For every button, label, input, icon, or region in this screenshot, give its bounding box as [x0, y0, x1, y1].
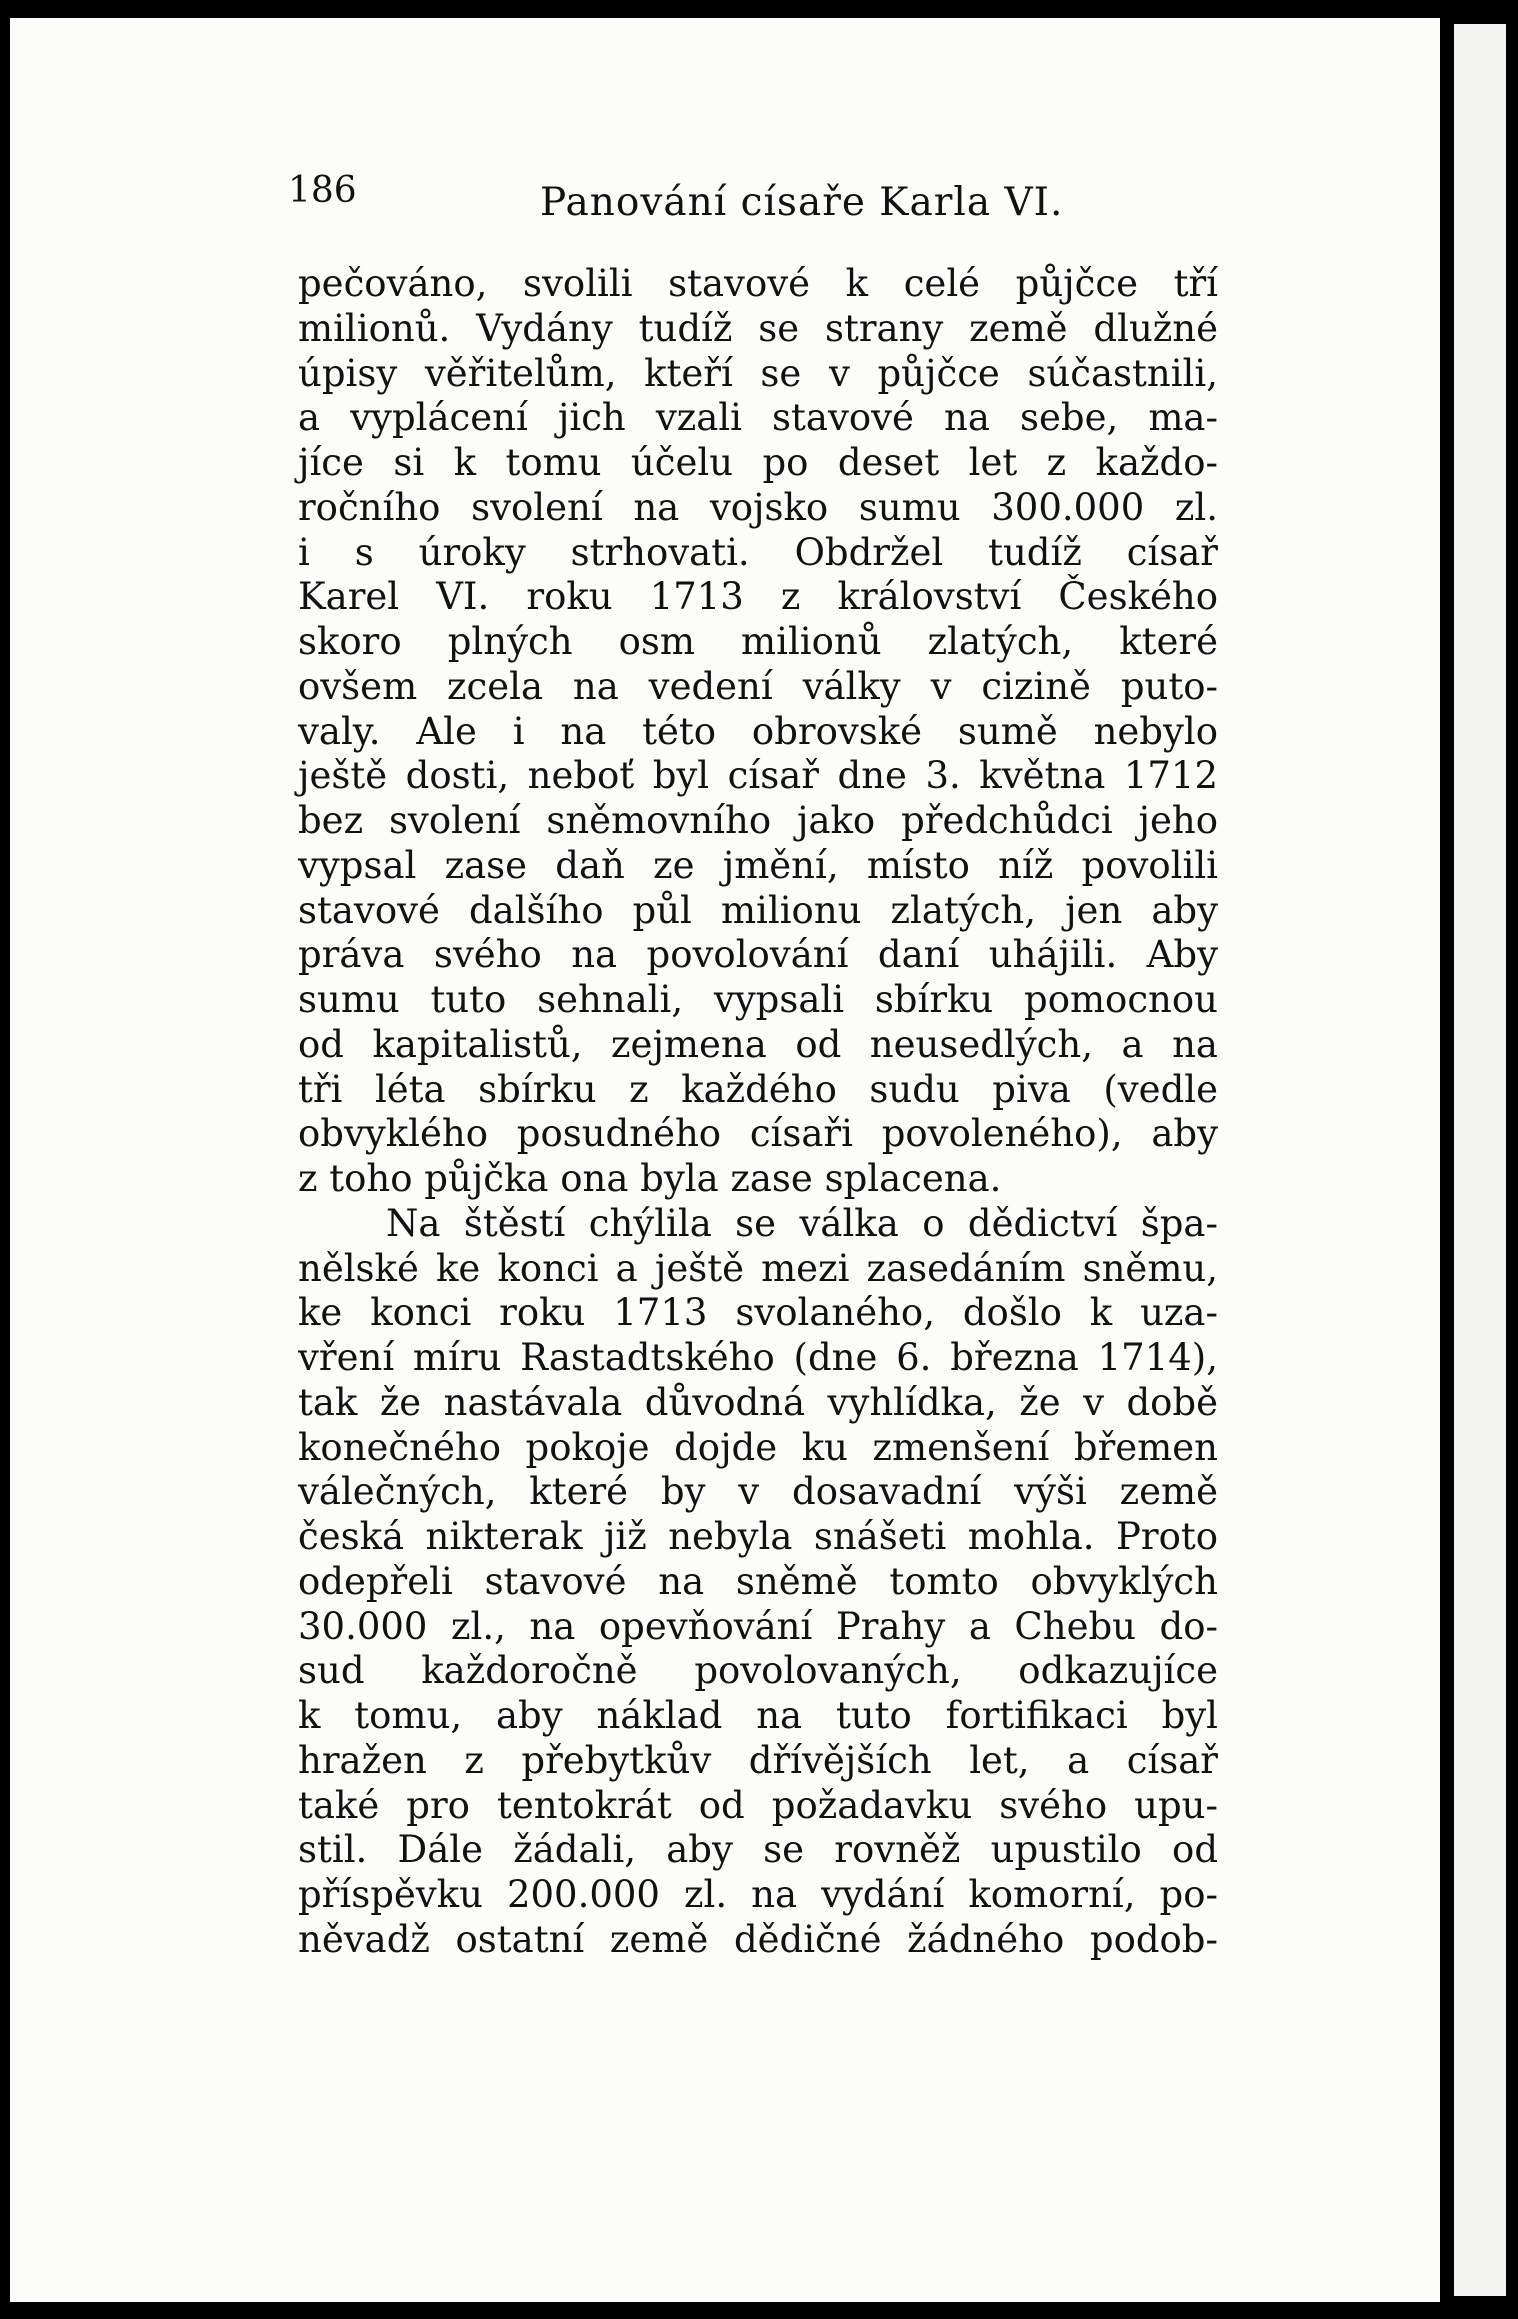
text-line: jíce si k tomu účelu po deset let z každo- [298, 441, 1218, 484]
text-line: bez svolení sněmovního jako předchůdci jeho [298, 799, 1218, 842]
text-line: odepřeli stavové na sněmě tomto obvyklých [298, 1559, 1218, 1603]
text-line: sumu tuto sehnali, vypsali sbírku pomocnou [298, 978, 1218, 1021]
text-line: skoro plných osm milionů zlatých, které [298, 620, 1218, 663]
paragraph-start-line: Na štěstí chýlila se válka o dědictví špa- [386, 1201, 1218, 1245]
text-line: hražen z přebytkův dřívějších let, a císař [298, 1738, 1218, 1782]
text-line: stavové dalšího půl milionu zlatých, jen aby [298, 888, 1218, 932]
text-line: pečováno, svolili stavové k celé půjčce tří [298, 262, 1218, 305]
text-line: tak že nastávala důvodná vyhlídka, že v době [298, 1380, 1218, 1424]
text-line: i s úroky strhovati. Obdržel tudíž císař [298, 530, 1218, 574]
text-line: něvadž ostatní země dědičné žádného podob- [298, 1917, 1218, 1961]
text-line: a vyplácení jich vzali stavové na sebe, ma- [298, 396, 1218, 440]
text-line: nělské ke konci a ještě mezi zasedáním sněmu, [298, 1246, 1218, 1290]
text-line: k tomu, aby náklad na tuto fortifikaci byl [298, 1694, 1218, 1737]
text-line: úpisy věřitelům, kteří se v půjčce súčastnili, [298, 351, 1218, 395]
text-line: valy. Ale i na této obrovské sumě nebylo [298, 709, 1218, 753]
text-line: tři léta sbírku z každého sudu piva (vedle [298, 1067, 1218, 1111]
text-line: česká nikterak již nebyla snášeti mohla. Proto [298, 1515, 1218, 1558]
text-line: 30.000 zl., na opevňování Prahy a Chebu do- [298, 1604, 1218, 1648]
text-line: také pro tentokrát od požadavku svého upu- [298, 1783, 1218, 1827]
text-line: vření míru Rastadtského (dne 6. března 1714), [298, 1336, 1218, 1379]
body-text [298, 262, 1218, 1963]
running-title: Panování císaře Karla VI. [540, 180, 1064, 225]
text-line: od kapitalistů, zejmena od neusedlých, a na [298, 1022, 1218, 1066]
text-line: konečného pokoje dojde ku zmenšení břemen [298, 1425, 1218, 1469]
text-line: stil. Dále žádali, aby se rovněž upustilo od [298, 1828, 1218, 1872]
text-line: válečných, které by v dosavadní výši země [298, 1470, 1218, 1514]
text-line: ještě dosti, neboť byl císař dne 3. května 1712 [298, 754, 1218, 798]
paragraph-end-line: z toho půjčka ona byla zase splacena. [298, 1157, 1002, 1200]
page-number: 186 [288, 170, 357, 211]
text-line: ke konci roku 1713 svolaného, došlo k uza- [298, 1291, 1218, 1335]
text-line: obvyklého posudného císaři povoleného), aby [298, 1112, 1218, 1156]
text-line: Karel VI. roku 1713 z království Českého [298, 575, 1218, 619]
text-line: milionů. Vydány tudíž se strany země dlužné [298, 306, 1218, 350]
text-line: vypsal zase daň ze jmění, místo níž povolili [298, 843, 1218, 887]
text-line: ročního svolení na vojsko sumu 300.000 zl. [298, 485, 1218, 529]
text-line: ovšem zcela na vedení války v cizině puto- [298, 664, 1218, 708]
text-line: sud každoročně povolovaných, odkazujíce [298, 1649, 1218, 1693]
facing-page-edge [1454, 24, 1506, 2296]
text-line: příspěvku 200.000 zl. na vydání komorní, po- [298, 1873, 1218, 1916]
text-line: práva svého na povolování daní uhájili. Aby [298, 933, 1218, 977]
